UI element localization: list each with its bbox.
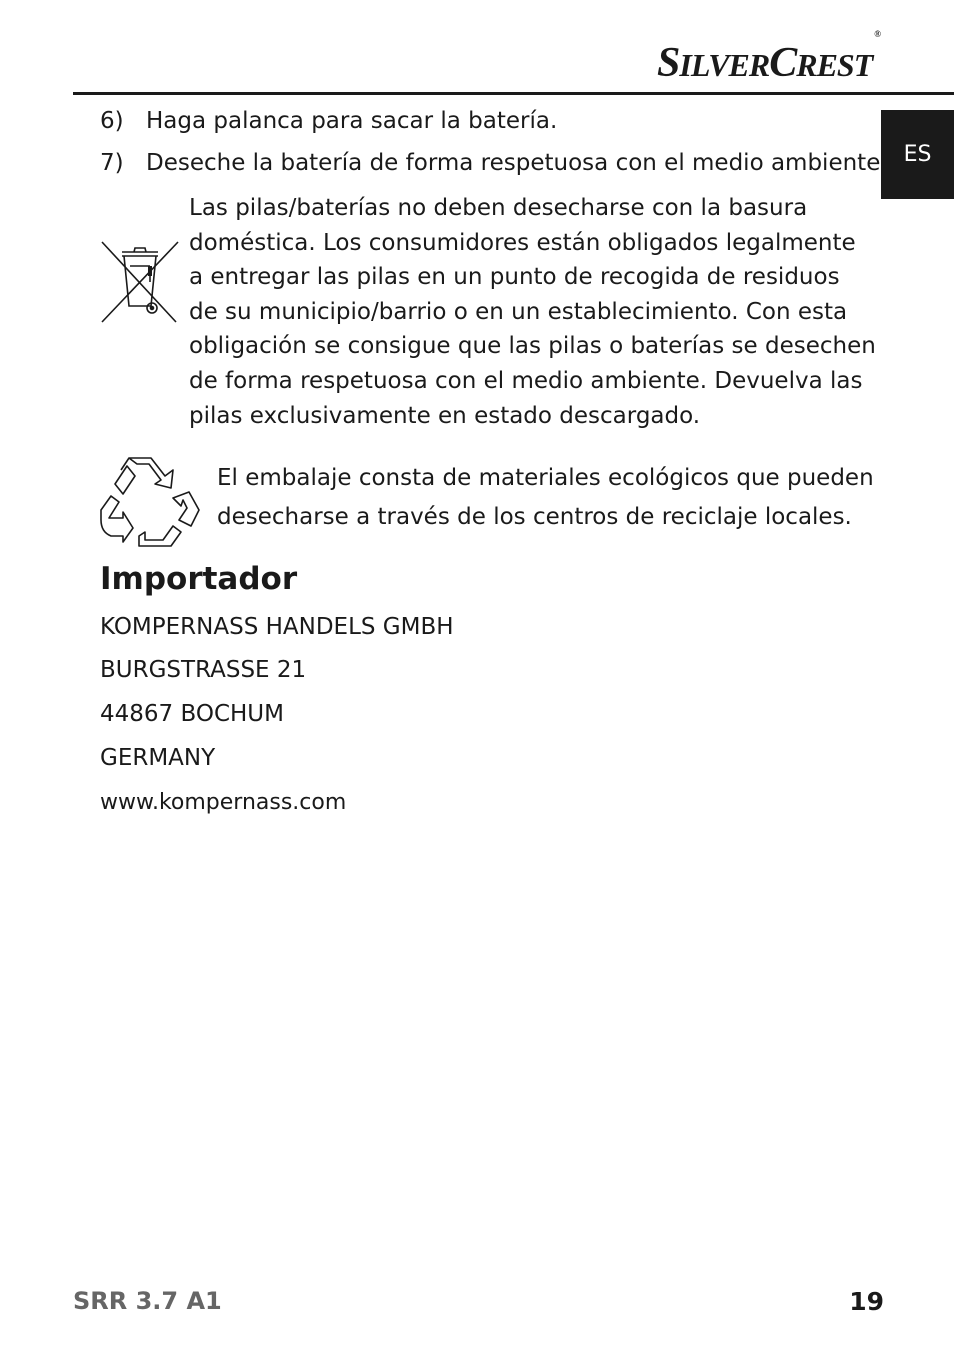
page-number: 19 xyxy=(849,1287,884,1316)
crossed-out-wheelie-bin-icon xyxy=(100,240,180,324)
brand-text-rest: REST xyxy=(796,47,873,83)
battery-line-5: obligación se consigue que las pilas o baterías se desechen xyxy=(189,333,876,360)
importer-city: 44867 BOCHUM xyxy=(100,701,284,727)
brand-logo xyxy=(657,29,880,86)
importer-heading: Importador xyxy=(100,561,298,597)
importer-street: BURGSTRASSE 21 xyxy=(100,657,307,683)
battery-line-6: de forma respetuosa con el medio ambiente. Devuelva las xyxy=(189,367,863,394)
packaging-text xyxy=(217,459,874,537)
importer-website: www.kompernass.com xyxy=(100,790,347,815)
battery-line-7: pilas exclusivamente en estado descargado. xyxy=(189,402,701,429)
battery-line-3: a entregar las pilas en un punto de recogida de residuos xyxy=(189,264,840,291)
step-6-text: Haga palanca para sacar la batería. xyxy=(146,108,558,134)
footer-model: SRR 3.7 A1 xyxy=(73,1287,222,1315)
step-6-number: 6) xyxy=(100,108,124,134)
language-tab xyxy=(881,110,954,199)
header-rule xyxy=(73,92,954,95)
step-7-number: 7) xyxy=(100,150,124,176)
registered-mark: ® xyxy=(874,29,880,39)
packaging-line-1: El embalaje consta de materiales ecológicos que pueden xyxy=(217,465,874,491)
packaging-line-2: desecharse a través de los centros de reciclaje locales. xyxy=(217,504,852,530)
step-7-text: Deseche la batería de forma respetuosa con el medio ambiente. xyxy=(146,150,888,176)
importer-country: GERMANY xyxy=(100,745,216,771)
brand-initial-s: S xyxy=(657,40,680,86)
battery-line-1: Las pilas/baterías no deben desecharse con la basura xyxy=(189,195,808,221)
battery-line-4: de su municipio/barrio o en un establecimiento. Con esta xyxy=(189,298,848,325)
battery-disposal-text xyxy=(189,191,876,433)
brand-text-ilver: ILVER xyxy=(679,47,770,83)
battery-line-2: doméstica. Los consumidores están obligados legalmente xyxy=(189,229,856,256)
language-tab-label: ES xyxy=(903,142,932,167)
recycling-icon xyxy=(99,454,205,552)
importer-company: KOMPERNASS HANDELS GMBH xyxy=(100,614,454,640)
brand-initial-c: C xyxy=(769,40,797,86)
